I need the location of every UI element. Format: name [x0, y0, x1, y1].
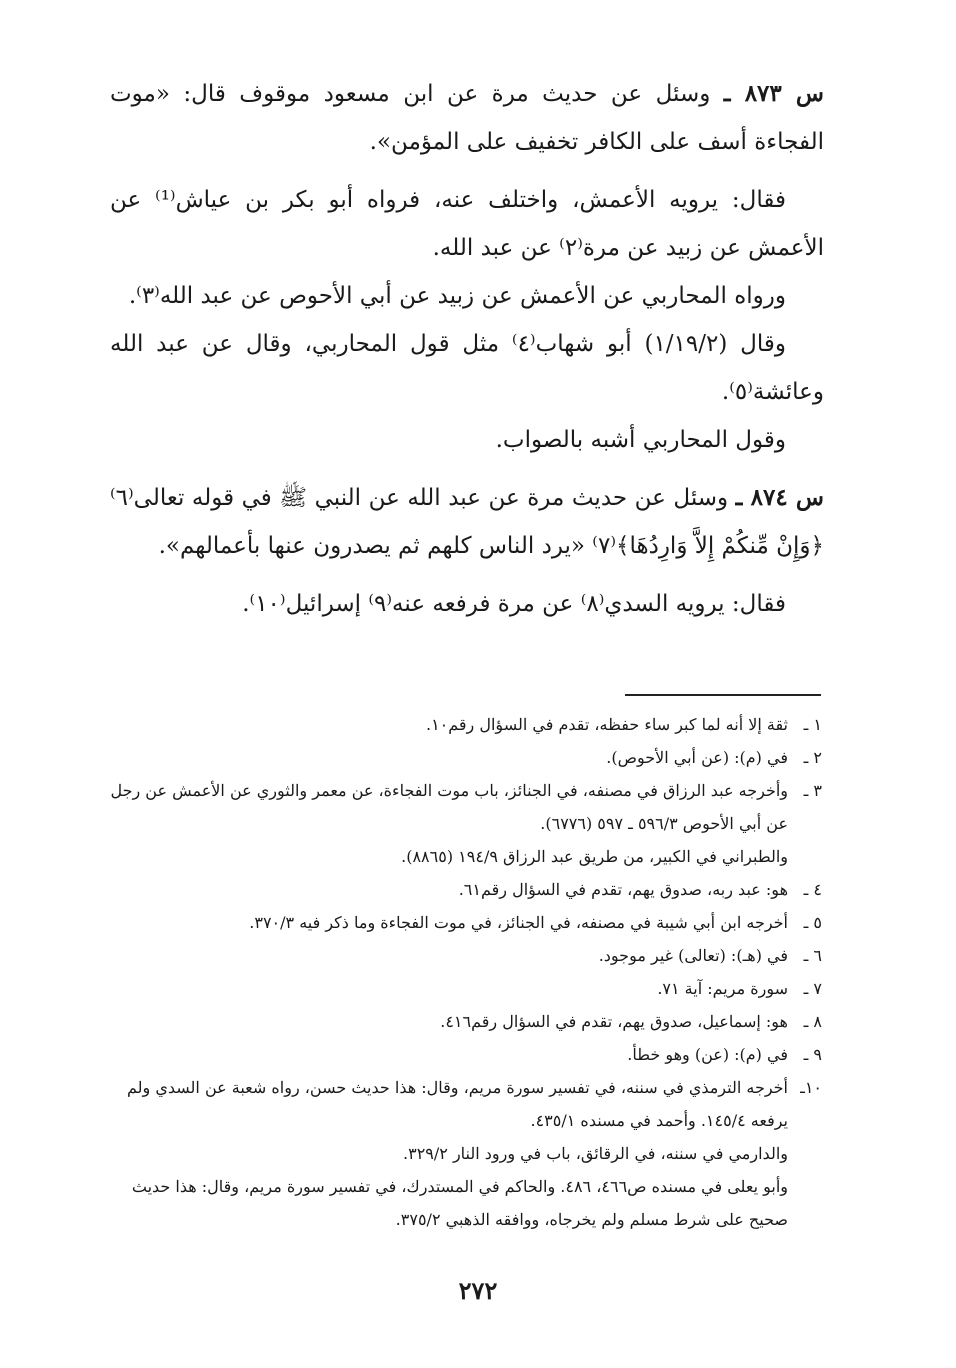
footnote-number: ١٠ـ	[800, 1078, 822, 1097]
footnote-number: ٩ ـ	[803, 1045, 822, 1064]
question-873-text: وسئل عن حديث مرة عن ابن مسعود موقوف قال: «موت الفجاءة أسف على الكافر تخفيف على المؤمن».	[110, 81, 824, 155]
footnote	[110, 1038, 822, 1071]
answer-873-paragraph-3: وقال (١/١٩/٢) أبو شهاب⁽٤⁾ مثل قول المحاربي، وقال عن عبد الله وعائشة⁽٥⁾.	[110, 331, 824, 405]
footnote-number: ١ ـ	[803, 715, 822, 734]
question-874-number: س ٨٧٤ ـ	[735, 484, 825, 511]
question-873	[110, 70, 824, 166]
footnote	[110, 741, 822, 774]
question-874-text: وسئل عن حديث مرة عن عبد الله عن النبي ﷺ في قوله تعالى⁽٦⁾ ﴿وَإِنْ مِّنكُمْ إِلاَّ وَارِدُهَا﴾⁽٧⁾ «يرد الناس كلهم ثم يصدرون عنها بأعمالهم».	[110, 485, 824, 559]
footnote-text: ثقة إلا أنه لما كبر ساء حفظه، تقدم في السؤال رقم١٠.	[425, 715, 788, 734]
footnote-text: وأبو يعلى في مسنده ص٤٦٦، ٤٨٦. والحاكم في المستدرك، في تفسير سورة مريم، وقال: هذا حديث صحيح على شرط مسلم ولم يخرجاه، ووافقه الذهبي ٣٧٥/٢.	[131, 1177, 788, 1229]
question-874	[110, 474, 824, 570]
answer-873-paragraph-1: فقال: يرويه الأعمش، واختلف عنه، فرواه أبو بكر بن عياش⁽¹⁾ عن الأعمش عن زبيد عن مرة⁽٢⁾ عن عبد الله.	[110, 187, 824, 261]
footnote	[110, 774, 822, 873]
footnote-text: في (م): (عن أبي الأحوص).	[606, 748, 788, 767]
footnote-number: ٤ ـ	[803, 880, 822, 899]
footnote-number: ٨ ـ	[803, 1012, 822, 1031]
footnote	[110, 873, 822, 906]
footnote-text: أخرجه الترمذي في سننه، في تفسير سورة مريم، وقال: هذا حديث حسن، رواه شعبة عن السدي ولم يرفعه ١٤٥/٤. وأحمد في مسنده ٤٣٥/١.	[127, 1078, 788, 1130]
answer-874-paragraph-1: فقال: يرويه السدي⁽٨⁾ عن مرة فرفعه عنه⁽٩⁾ إسرائيل⁽١٠⁾.	[242, 591, 786, 617]
main-text	[110, 70, 824, 628]
footnote-text: أخرجه ابن أبي شيبة في مصنفه، في الجنائز، في موت الفجاءة وما ذكر فيه ٣٧٠/٣.	[249, 913, 788, 932]
footnote-text: في (هـ): (تعالى) غير موجود.	[598, 946, 788, 965]
answer-873-paragraph-4: وقول المحاربي أشبه بالصواب.	[495, 427, 786, 453]
footnote-text: في (م): (عن) وهو خطأ.	[627, 1045, 788, 1064]
footnote	[110, 708, 822, 741]
footnote	[110, 939, 822, 972]
footnote-text: سورة مريم: آية ٧١.	[657, 979, 788, 998]
page-number: ٢٧٢	[458, 1276, 498, 1305]
footnote	[110, 972, 822, 1005]
footnote-text: هو: عبد ربه، صدوق يهم، تقدم في السؤال رقم٦١.	[458, 880, 788, 899]
footnote-text: والطبراني في الكبير، من طريق عبد الرزاق ١٩٤/٩ (٨٨٦٥).	[401, 847, 788, 866]
footnote-separator	[625, 694, 821, 696]
footnote-number: ٢ ـ	[803, 748, 822, 767]
footnote-number: ٧ ـ	[803, 979, 822, 998]
footnote	[110, 906, 822, 939]
footnote-number: ٥ ـ	[803, 913, 822, 932]
footnote	[110, 1071, 822, 1236]
footnote	[110, 1005, 822, 1038]
footnote-text: والدارمي في سننه، في الرقائق، باب في ورود النار ٣٢٩/٢.	[403, 1144, 788, 1163]
footnote-text: وأخرجه عبد الرزاق في مصنفه، في الجنائز، باب موت الفجاءة، عن معمر والثوري عن الأعمش عن رجل عن أبي الأحوص ٥٩٦/٣ ـ ٥٩٧ (٦٧٧٦).	[110, 781, 788, 833]
question-873-number: س ٨٧٣ ـ	[723, 80, 824, 107]
footnotes	[110, 708, 822, 1236]
footnote-text: هو: إسماعيل، صدوق يهم، تقدم في السؤال رقم٤١٦.	[440, 1012, 788, 1031]
footnote-number: ٣ ـ	[803, 781, 822, 800]
answer-873-paragraph-2: ورواه المحاربي عن الأعمش عن زبيد عن أبي الأحوص عن عبد الله⁽٣⁾.	[128, 283, 786, 309]
footnote-number: ٦ ـ	[803, 946, 822, 965]
